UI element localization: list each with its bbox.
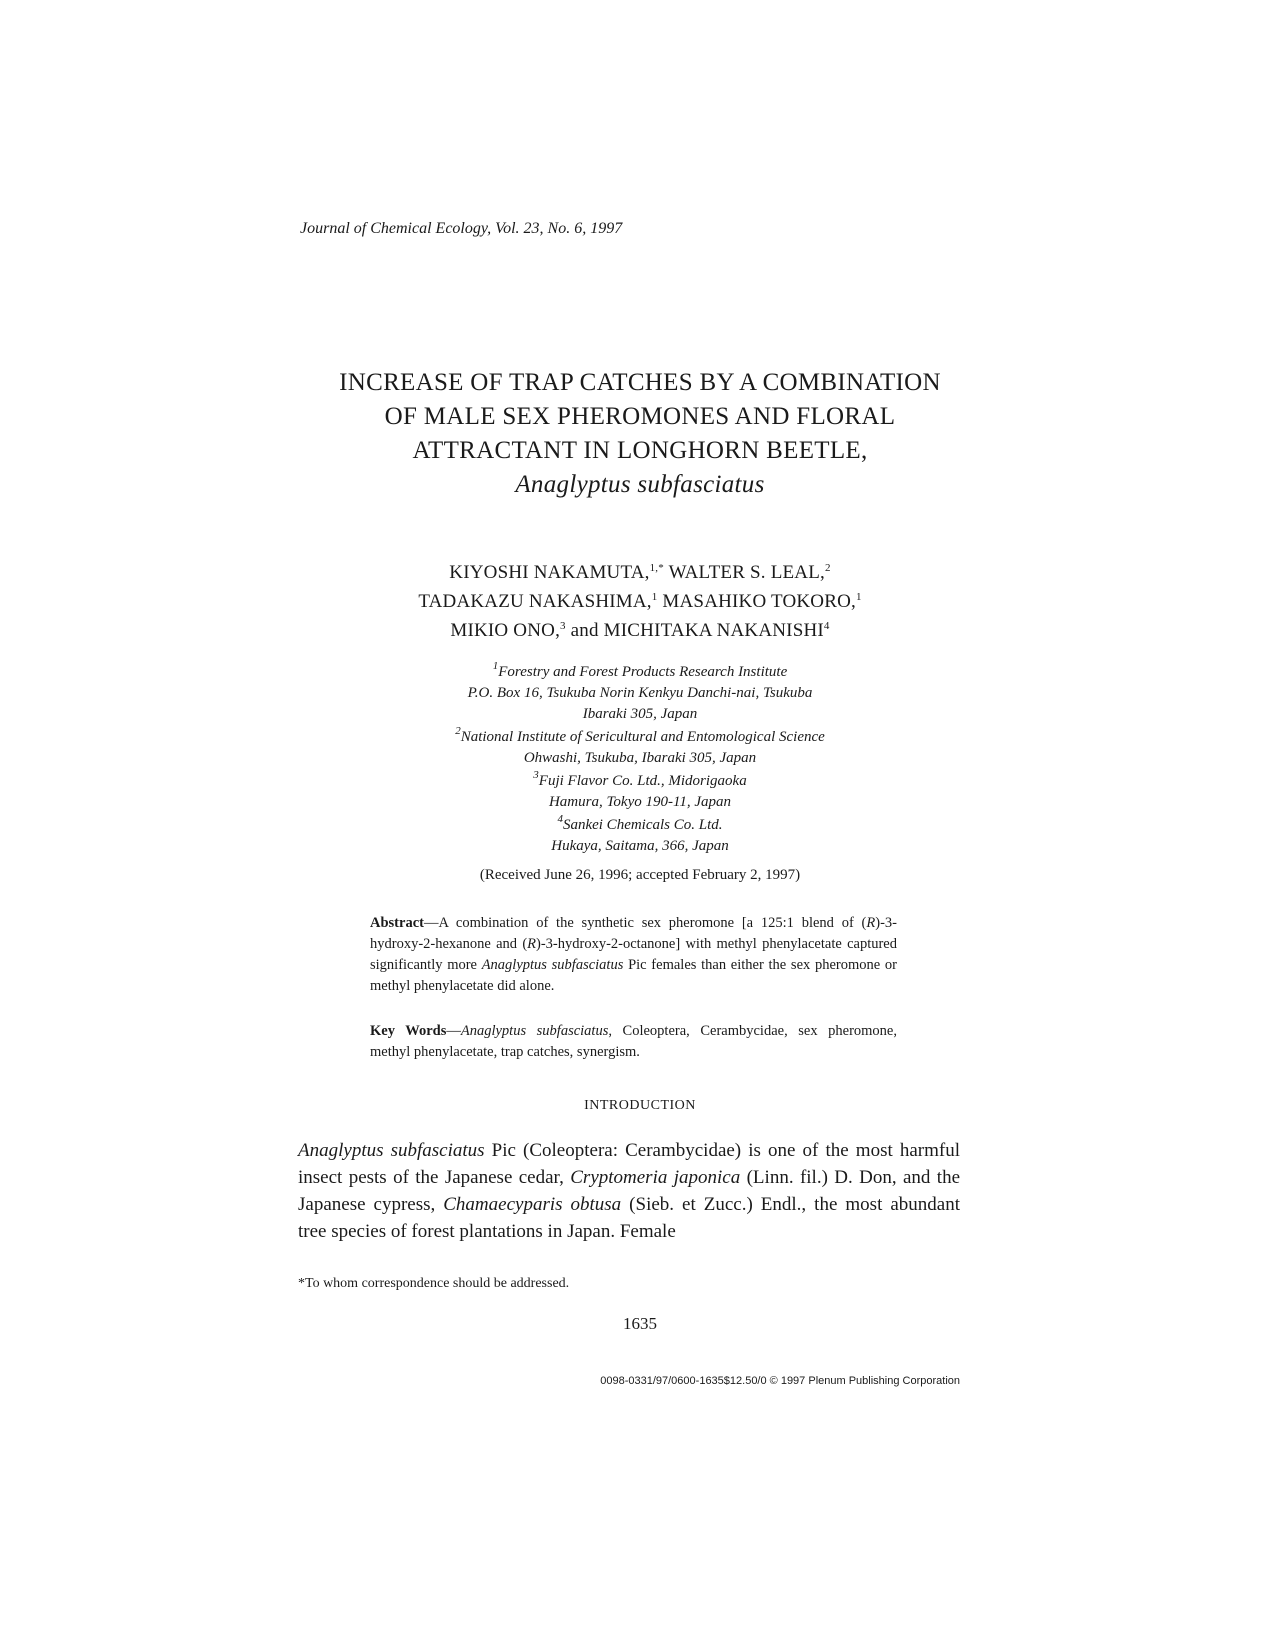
keywords-dash: — [446, 1023, 461, 1039]
author-sup: 2 [824, 562, 831, 574]
author-sup: 1,* [649, 562, 664, 574]
title-line: OF MALE SEX PHEROMONES AND FLORAL [384, 403, 896, 430]
author-sup: 1 [855, 591, 862, 603]
affiliation-sup: 3 [533, 769, 539, 781]
abstract-stereo: R [866, 915, 876, 931]
abstract-text: Pic females than either the sex pheromone or methyl phenylacetate did alone. [370, 957, 897, 994]
affiliation [330, 771, 950, 813]
abstract-label: Abstract [370, 915, 424, 931]
intro-species: Anaglyptus subfasciatus [298, 1140, 485, 1161]
intro-text: (Sieb. et Zucc.) Endl., the most abundant tree species of forest plantations in Japan. Female [298, 1194, 960, 1242]
abstract-dash: — [423, 915, 439, 931]
affiliation [330, 727, 950, 769]
title-species: Anaglyptus subfasciatus [515, 471, 765, 498]
abstract-stereo: R [527, 936, 537, 952]
affiliation-sup: 4 [557, 813, 563, 825]
keywords-text: , Coleoptera, Cerambycidae, sex pheromone, methyl phenylacetate, trap catches, synergism. [370, 1023, 897, 1060]
author-name: KIYOSHI NAKAMUTA, [449, 562, 650, 583]
abstract-text: A combination of the synthetic sex pheromone [a 125:1 blend of ( [438, 915, 867, 931]
title-line: INCREASE OF TRAP CATCHES BY A COMBINATION [339, 369, 941, 396]
author-list [300, 558, 980, 645]
affiliation-line: Ibaraki 305, Japan [582, 706, 698, 722]
affiliation-sup: 2 [455, 725, 461, 737]
affiliation-line: Hukaya, Saitama, 366, Japan [551, 838, 729, 854]
affiliation-line: P.O. Box 16, Tsukuba Norin Kenkyu Danchi-nai, Tsukuba [467, 685, 813, 701]
abstract-text: )-3-hydroxy-2-octanone] with methyl phenylacetate captured significantly more [370, 936, 897, 973]
affiliation-line: Forestry and Forest Products Research Institute [498, 664, 788, 680]
intro-species: Cryptomeria japonica [570, 1167, 741, 1188]
keywords-species: Anaglyptus subfasciatus [460, 1023, 609, 1039]
footnote: *To whom correspondence should be addressed. [298, 1276, 570, 1291]
author-name: MASAHIKO TOKORO, [662, 591, 856, 612]
section-heading: INTRODUCTION [584, 1098, 696, 1113]
affiliation-line: Hamura, Tokyo 190-11, Japan [548, 794, 732, 810]
affiliation-line: Fuji Flavor Co. Ltd., Midorigaoka [538, 773, 747, 789]
author-sup: 1 [651, 591, 658, 603]
page-number: 1635 [623, 1314, 657, 1333]
author-conjunction: and [570, 620, 599, 641]
affiliation-line: Ohwashi, Tsukuba, Ibaraki 305, Japan [523, 750, 757, 766]
keywords-label: Key Words [370, 1023, 447, 1039]
introduction-paragraph [298, 1137, 960, 1245]
abstract-text: )-3-hydroxy-2-hexanone and ( [370, 915, 897, 952]
intro-text: Pic (Coleoptera: Cerambycidae) is one of the most harmful insect pests of the Japanese cedar, [298, 1140, 960, 1188]
keywords [370, 1021, 897, 1063]
title-line: ATTRACTANT IN LONGHORN BEETLE, [412, 437, 868, 464]
affiliations [330, 662, 950, 859]
author-sup: 4 [823, 620, 830, 632]
abstract [370, 913, 897, 997]
intro-species: Chamaecyparis obtusa [443, 1194, 622, 1215]
abstract-species: Anaglyptus subfasciatus [481, 957, 624, 973]
author-name: TADAKAZU NAKASHIMA, [418, 591, 652, 612]
journal-citation: Journal of Chemical Ecology, Vol. 23, No. 6, 1997 [300, 220, 623, 237]
author-name: MIKIO ONO, [450, 620, 561, 641]
author-sup: 3 [560, 620, 566, 632]
paper-title [250, 366, 1030, 502]
copyright-line: 0098-0331/97/0600-1635$12.50/0 © 1997 Plenum Publishing Corporation [600, 1375, 960, 1387]
affiliation-line: Sankei Chemicals Co. Ltd. [562, 817, 723, 833]
intro-text: (Linn. fil.) D. Don, and the Japanese cypress, [298, 1167, 960, 1215]
affiliation-sup: 1 [492, 660, 499, 672]
affiliation [330, 662, 950, 725]
author-name: MICHITAKA NAKANISHI [603, 620, 824, 641]
affiliation-line: National Institute of Sericultural and Entomological Science [460, 729, 825, 745]
received-dates: (Received June 26, 1996; accepted February 2, 1997) [479, 867, 801, 883]
affiliation [330, 815, 950, 857]
author-name: WALTER S. LEAL, [668, 562, 825, 583]
